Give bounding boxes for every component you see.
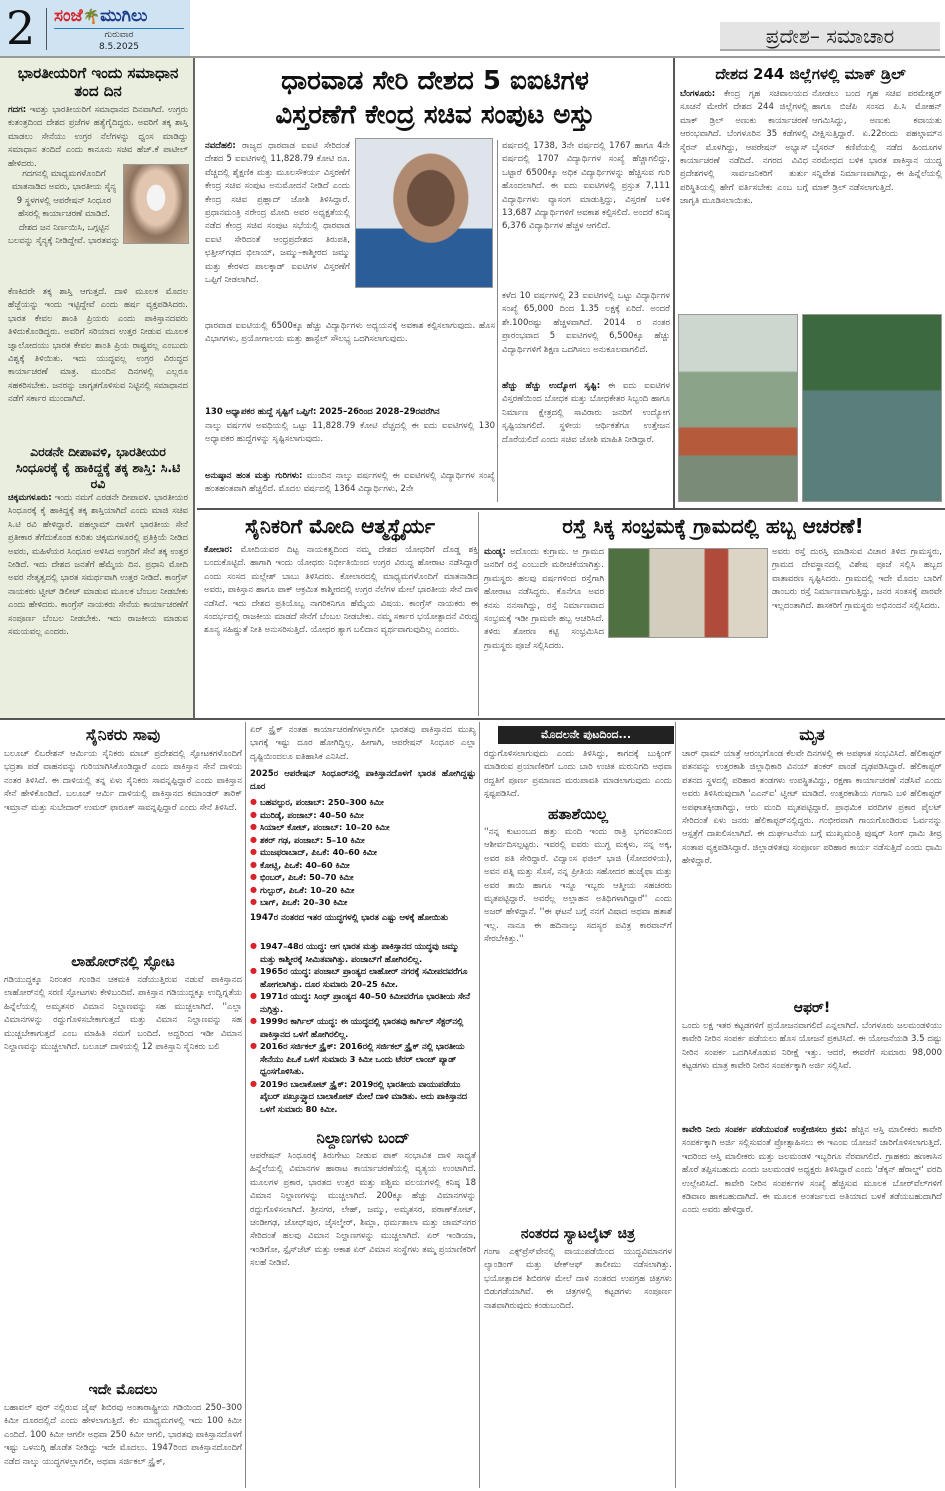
list-item: ● ಸಿಯಾಲ್ ಕೋಟ್, ಪಂಜಾಬ್: 10–20 ಕಿಮೀ xyxy=(250,821,476,834)
dateline: ಚಿಕ್ಕಮಗಳೂರು: xyxy=(8,493,52,503)
minister-photo xyxy=(123,164,189,244)
story-text: ಗಡಿಯುದ್ದಕ್ಕೂ ನಿರಂತರ ಗುಂಡಿನ ಚಕಮಕಿ ನಡೆಯುತ್ತಿರುವ ನಡುವೆ ಪಾಕಿಸ್ತಾನದ ಲಾಹೋರ್‌ನಲ್ಲಿ ಸರಣಿ ಸ್ಫೋಟಗಳು ಕೇಳಿಬಂದಿವೆ. ಪಾಕಿಸ್ತಾನ ಗಡಿಯುದ್ದಕ್ಕೂ ಉದ್ವಿಗ್ನತೆಯ ಹಿನ್ನೆಲೆಯಲ್ಲಿ ಅಮೃತಸರ ವಿಮಾನ ನಿಲ್ದಾಣವನ್ನು ಸಹ ಮುಚ್ಚಲಾಗಿದೆ. ''ಎಲ್ಲಾ ವಿಮಾನಗಳನ್ನು ರದ್ದುಗೊಳಿಸಬೇಕಾಗುತ್ತದೆ ಮತ್ತು ವಿಮಾನ ನಿಲ್ದಾಣವನ್ನು ಸಹ ಮುಚ್ಚಬೇಕಾಗುತ್ತದೆ ಎಂಬ ಮಾಹಿತಿ ನಮಗೆ ಬಂದಿದೆ. ಅದ್ದರಿಂದ ಇಡೀ ವಿಮಾನ ನಿಲ್ದಾಣವನ್ನು ಮುಚ್ಚಲಾಗಿದೆ. ಬಲೂಚ್ ದಾಳಿಯಲ್ಲಿ 12 ಪಾಕಿಸ್ತಾನಿ ಸೈನಿಕರು ಬಲಿ xyxy=(4,975,242,1053)
story-text: ಅವರು ರಸ್ತೆ ದುರಸ್ತಿ ಮಾಡಿಸುವ ವಿಚಾರ ತಿಳಿದ ಗ್ರಾಮಸ್ಥರು, ಗ್ರಾಮದ ದೇವಸ್ಥಾನದಲ್ಲಿ ವಿಶೇಷ ಪೂಜೆ ಸಲ್ಲಿಸಿ ಹಬ್ಬದ ವಾತಾವರಣ ಸೃಷ್ಟಿಸಿದರು. ಗ್ರಾಮದಲ್ಲಿ ಇದೇ ಮೊದಲ ಬಾರಿಗೆ ಡಾಂಬರು ರಸ್ತೆ ನಿರ್ಮಾಣವಾಗುತ್ತಿದ್ದು, ಜನರ ಸಂತಸಕ್ಕೆ ಪಾರವೇ ಇಲ್ಲದಂತಾಗಿದೆ. ಶಾಸಕರಿಗೆ ಗ್ರಾಮಸ್ಥರು ಅಭಿನಂದನೆ ಸಲ್ಲಿಸಿದರು. xyxy=(772,547,942,611)
dateline: ಮಂಡ್ಯ: xyxy=(484,547,506,557)
story-headline: ಎರಡನೇ ದೀಪಾವಳಿ, ಭಾರತೀಯರ ಸಿಂಧೂರಕ್ಕೆ ಕೈ ಹಾಕಿದ್ದಕ್ಕೆ ತಕ್ಕ ಶಾಸ್ತಿ: ಸಿ.ಟಿ ರವಿ xyxy=(15,444,181,491)
story-text: ರದ್ದುಗೊಳಿಸಲಾಗುವುದು ಎಂದು ತಿಳಿಸಿದ್ದು, ಕಾಗದಕ್ಕೆ ಬುಕ್ಕಿಂಗ್ ಮಾಡಿರುವ ಪ್ರಯಾಣಿಕರಿಗೆ ಒಂದು ಬಾರಿ ಉಚಿತ ಮರುನಿಗದಿ ಅಥವಾ ರದ್ದತಿಗೆ ಪೂರ್ಣ ಪ್ರಮಾಣದ ಮರುಪಾವತಿ ಮಾಡಲಾಗುವುದು ಎಂದು ಸ್ಪಷ್ಟಪಡಿಸಿದೆ. xyxy=(484,749,672,800)
dateline: ಬೆಂಗಳೂರು: xyxy=(680,89,716,99)
story-text: ''ನನ್ನ ಕುಟುಂಬದ ಹತ್ತು ಮಂದಿ ಇಂದು ರಾತ್ರಿ ಭಗವಂತನಿಂದ ಆಶೀರ್ವದಿಸಲ್ಪಟ್ಟರು. ಇವರಲ್ಲಿ ಐವರು ಮುಗ್ಧ ಮಕ್ಕಳು, ನನ್ನ ಅಕ್ಕ, ಅವರ ಪತಿ ಸೇರಿದ್ದಾರೆ. ವಿದ್ವಾಂಸ ಫಜಿಲ್ ಭಾಜಿ (ಸೋದರಳಿಯ), ಅವನ ಪತ್ನಿ ಮತ್ತು ಸೊಸೆ, ನನ್ನ ಪ್ರೀತಿಯ ಸಹೋದರ ಹುಜೈಫಾ ಮತ್ತು ಅವರ ತಾಯಿ ಹಾಗೂ ಇನ್ನೂ ಇಬ್ಬರು ಆತ್ಮೀಯ ಸಹಚರರು ಮೃತಪಟ್ಟಿದ್ದಾರೆ. ಅವರೆಲ್ಲ ಅಲ್ಲಾಹನ ಅತಿಥಿಗಳಾಗಿದ್ದಾರೆ'' ಎಂದು ಅಜರ್ ಹೇಳಿದ್ದಾನೆ. ''ಈ ಘಟನೆ ಬಗ್ಗೆ ನನಗೆ ವಿಷಾದ ಅಥವಾ ಹತಾಶೆ ಇಲ್ಲ. ನಾನೂ ಈ ಹದಿನಾಲ್ಕು ಸದಸ್ಯರ ಪವಿತ್ರ ಕಾರವಾನ್‌ಗೆ ಸೇರಬೇಕಿತ್ತು.'' xyxy=(484,827,672,945)
story-text: ನೋಡಲು ಬಂದ ಗೃಹ ಸಚಿವ ಪರಮೇಶ್ವರ್ ಹಾಗೂ ಬಿಜೆಪಿ ಸಂಸದ ಪಿ.ಸಿ ಮೋಹನ್ ಆಗಮಿಸಿದ್ದು, ಅಣುಕು ಕವಾಯತು ವೀಕ್ಷಿಸುತ್ತಿದ್ದಾರೆ. ಏ.22ರಂದು ಪಹಲ್ಗಾಮ್‌ನ ಬೈಸರನ್ ಕಣಿವೆಯಲ್ಲಿ ನಡೆದ ಹಿಂದೂಗಳ ನರಮೇಧದ ಬಳಿಕ ಭಾರತ ಪಾಕಿಸ್ತಾನ ಯುದ್ಧ ಸನ್ನಿವೇಶ ನಿರ್ಮಾಣವಾಗಿದ್ದು, ಈ ಹಿನ್ನೆಲೆಯಲ್ಲಿ ಮಾಕ್ ಡ್ರಿಲ್ ನಡೆಸಲಾಗುತ್ತಿದೆ. xyxy=(812,89,942,193)
page-number: 2 xyxy=(6,1,36,55)
subheading: ಅನುಷ್ಠಾನ ಹಂತ ಮತ್ತು ಗುರಿಗಳು: xyxy=(205,471,303,481)
story-text: ನಾಲ್ಕು ವರ್ಷಗಳ ಅವಧಿಯಲ್ಲಿ ಒಟ್ಟು 11,828.79 ಕೋಟಿ ವೆಚ್ಚದಲ್ಲಿ ಈ ಐದು ಐಐಟಿಗಳಲ್ಲಿ 130 ಅಧ್ಯಾಪಕರ ಹುದ್ದೆಗಳನ್ನು ಸೃಷ್ಟಿಸಲಾಗುವುದು. xyxy=(205,421,495,445)
story-body: ಕೇಂದ್ರ ಗೃಹ ಸಚಿವಾಲಯದ ಸೂಚನೆ ಮೇರೆಗೆ ದೇಶದ 244 ಜಿಲ್ಲೆಗಳಲ್ಲಿ ಮಾಕ್ ಡ್ರಿಲ್ ಅಣುಕು ಕಾರ್ಯಾಚರಣೆ ಆರಂಭವಾಗಿದೆ. ಬೆಂಗಳೂರಿನ 35 ಕಡೆಗಳಲ್ಲಿ ಸೈರನ್ ಮೊಳಗಿದ್ದು, ಆಪರೇಷನ್ ಅಭ್ಯಾಸ್ ಕಾರ್ಯಾಚರಣೆ ನಡೆದಿದೆ. ನಗರದ ವಿವಿಧ ಪ್ರದೇಶಗಳಲ್ಲಿ ಸಾರ್ವಜನಿಕರಿಗೆ ತುರ್ತು ಪರಿಸ್ಥಿತಿಯಲ್ಲಿ ಹೇಗೆ ವರ್ತಿಸಬೇಕು ಎಂಬ ಬಗ್ಗೆ ಜಾಗೃತಿ ಮೂಡಿಸಲಾಯಿತು. xyxy=(680,89,808,207)
story-headline: ನಿಲ್ದಾಣಗಳು ಬಂದ್ xyxy=(316,1129,410,1147)
brand-logo xyxy=(54,6,147,27)
column-divider xyxy=(497,140,498,502)
section-rule xyxy=(0,718,945,720)
brand-name-part1: ಸಂಜೆ xyxy=(54,6,83,26)
lead-headline xyxy=(200,64,670,132)
story-headline: ಮೃತ xyxy=(799,725,825,744)
column-divider xyxy=(245,722,246,1488)
list-item: ● ಮುಜಫರಾಬಾದ್, ಪಿಒಕೆ: 40–60 ಕಿಮೀ xyxy=(250,846,476,859)
section-title: ಪ್ರದೇಶ– ಸಮಾಚಾರ xyxy=(720,22,940,51)
story-text: ಏರ್ ಸ್ಟ್ರೈಕ್ ನಂತಹ ಕಾರ್ಯಾಚರಣೆಗಳಲ್ಲಾಗಲೀ ಭಾರತವು ಪಾಕಿಸ್ತಾನದ ಮುಖ್ಯ ಭಾಗಕ್ಕೆ ಇಷ್ಟು ದೂರ ಹೋಗಿದ್ದಿಲ್ಲ. ಹೀಗಾಗಿ, ಆಪರೇಷನ್ ಸಿಂಧೂರ ಎಲ್ಲಾ ದೃಷ್ಟಿಯಿಂದಲೂ ಐತಿಹಾಸಿಕ ಎನಿಸಿದೆ. xyxy=(250,725,476,762)
dateline: ಗದಗ: xyxy=(8,105,27,115)
minister-photo xyxy=(355,138,493,288)
subheading: 130 ಅಧ್ಯಾಪಕರ ಹುದ್ದೆ ಸೃಷ್ಟಿಗೆ ಒಪ್ಪಿಗೆ: 2025–26ರಿಂದ 2028–29ರವರೆಗಿನ xyxy=(205,407,440,417)
section-rule xyxy=(197,508,945,510)
story-text: ಇವತ್ತು ಭಾರತೀಯರಿಗೆ ಸಮಾಧಾನದ ದಿನವಾಗಿದೆ. ಉಗ್ರರು ಕುತಂತ್ರದಿಂದ ದೇಶದ ಪ್ರಜೆಗಳ ಹತ್ಯೆಗೈದಿದ್ದರು. ಅವರಿಗೆ ತಕ್ಕ ಶಾಸ್ತಿ ಮಾಡಲು ಸೇನೆಯು ಉಗ್ರರ ನೆಲೆಗಳನ್ನು ಧ್ವಂಸ ಮಾಡಿದ್ದು ಸಮಾಧಾನ ತಂದಿದೆ ಎಂದು ಕಾನೂನು ಸಚಿವ ಹೆಚ್.ಕೆ ಪಾಟೀಲ್ ಹೇಳಿದರು. xyxy=(8,105,188,169)
list-item: ● 1965ರ ಯುದ್ಧ: ಪಂಜಾಬ್ ಪ್ರಾಂತ್ಯದ ಲಾಹೋರ್ ನಗರಕ್ಕೆ ಸಮೀಪದವರೆಗೂ ಹೋಗಲಾಗಿತ್ತು. ದೂರ ಸುಮಾರು 20–25 ಕಿಮೀ. xyxy=(250,965,476,990)
story-text: ಚಾರ್ ಧಾಮ್ ಯಾತ್ರೆ ಆರಂಭಗೊಂಡ ಕೆಲವೇ ದಿನಗಳಲ್ಲಿ ಈ ಅಪಘಾತ ಸಂಭವಿಸಿದೆ. ಹೆಲಿಕಾಪ್ಟರ್ ಪತನವನ್ನು ಉತ್ತರಕಾಶಿ ಜಿಲ್ಲಾಧಿಕಾರಿ ವಿನಯ್ ಶಂಕರ್ ಪಾಂಡೆ ದೃಢಪಡಿಸಿದ್ದಾರೆ. ಹೆಲಿಕಾಪ್ಟರ್ ಪತನದ ಸ್ಥಳದಲ್ಲಿ ಪರಿಹಾರ ತಂಡಗಳು ಉಪಸ್ಥಿತವಿದ್ದು, ರಕ್ಷಣಾ ಕಾರ್ಯಾಚರಣೆ ನಡೆಸಿವೆ ಎಂದು ಅವರು ತಿಳಿಸಿರುವುದಾಗಿ 'ಎಎನ್ಐ' ಟ್ವೀಟ್ ಮಾಡಿದೆ. ಉತ್ತರಕಾಶಿಯ ಗಂಗಾನಿ ಬಳಿ ಹೆಲಿಕಾಪ್ಟರ್ ಅಪಘಾತಕ್ಕೀಡಾಗಿದ್ದು, ಆರು ಮಂದಿ ಮೃತಪಟ್ಟಿದ್ದಾರೆ. ಪ್ರಾಥಮಿಕ ವರದಿಗಳ ಪ್ರಕಾರ ಪೈಲಟ್ ಸೇರಿದಂತೆ ಏಳು ಜನರು ಹೆಲಿಕಾಪ್ಟರ್‌ನಲ್ಲಿದ್ದರು. ಗಂಭೀರವಾಗಿ ಗಾಯಗೊಂಡಿರುವ ಓರ್ವನನ್ನು ಆಸ್ಪತ್ರೆಗೆ ದಾಖಲಿಸಲಾಗಿದೆ. ಈ ದುರ್ಘಟನೆಯ ಬಗ್ಗೆ ಮುಖ್ಯಮಂತ್ರಿ ಪುಷ್ಕರ್ ಸಿಂಗ್ ಧಾಮಿ ತೀವ್ರ ಸಂತಾಪ ವ್ಯಕ್ತಪಡಿಸಿದ್ದಾರೆ. ಜಿಲ್ಲಾಡಳಿತವು ಸಂಪೂರ್ಣ ಪರಿಹಾರ ಕಾರ್ಯ ನಡೆಸುತ್ತಿದೆ ಎಂದು ಧಾಮಿ ಹೇಳಿದ್ದಾರೆ. xyxy=(682,749,942,867)
palm-tree-icon: 🌴 xyxy=(82,9,101,25)
story-body: ಈ ಐದು ಐಐಟಿಗಳ ವಿಸ್ತರಣೆಯಿಂದ ಬೋಧಕ ಮತ್ತು ಬೋಧಕೇತರ ಸಿಬ್ಬಂದಿ ಹಾಗೂ ನಿರ್ಮಾಣ ಕ್ಷೇತ್ರದಲ್ಲಿ ಸಾವಿರಾರು ಜನರಿಗೆ ಉದ್ಯೋಗ ಸೃಷ್ಟಿಯಾಗಲಿದೆ. ಸ್ಥಳೀಯ ಆರ್ಥಿಕತೆಗೂ ಉತ್ತೇಜನ ದೊರೆಯಲಿದೆ ಎಂದು ಸಚಿವ ಜೋಶಿ ಮಾಹಿತಿ ನೀಡಿದ್ದಾರೆ. xyxy=(502,381,670,445)
list-item: ● ಮುರಿಡ್ಕೆ, ಪಂಜಾಬ್: 40–50 ಕಿಮೀ xyxy=(250,809,476,822)
list-item: ● ಬಾಗ್, ಪಿಒಕೆ: 20–30 ಕಿಮೀ xyxy=(250,896,476,909)
story-headline: ಹತಾಶೆಯಿಲ್ಲ xyxy=(547,805,609,823)
story-text xyxy=(484,546,604,714)
story-headline: ಭಾರತೀಯರಿಗೆ ಇಂದು ಸಮಾಧಾನ ತಂದ ದಿನ xyxy=(17,64,179,100)
story-headline: ಸೈನಿಕರು ಸಾವು xyxy=(85,725,161,744)
story-text xyxy=(204,544,478,714)
list-item: ● ಬಹವಲ್ಪುರ, ಪಂಜಾಬ್: 250–300 ಕಿಮೀ xyxy=(250,796,476,809)
dateline: ಕೋಲಾರ: xyxy=(204,545,233,555)
story-headline: ಇದೇ ಮೊದಲು xyxy=(88,1382,158,1398)
story-text: ಧಾರವಾಡ ಐಐಟಿಯಲ್ಲಿ 6500ಕ್ಕೂ ಹೆಚ್ಚು ವಿದ್ಯಾರ್ಥಿಗಳು ಅಧ್ಯಯನಕ್ಕೆ ಅವಕಾಶ ಕಲ್ಪಿಸಲಾಗುವುದು. ಹೊಸ ವಿಭಾಗಗಳು, ಪ್ರಯೋಗಾಲಯ ಮತ್ತು ಹಾಸ್ಟೆಲ್ ಸೌಲಭ್ಯ ಒದಗಿಸಲಾಗುವುದು. xyxy=(205,321,495,345)
story-body: ಮೋದಿಯವರ ದಿಟ್ಟ ನಾಯಕತ್ವದಿಂದ ನಮ್ಮ ದೇಶದ ಯೋಧರಿಗೆ ದೊಡ್ಡ ಶಕ್ತಿ ಬಂದುಕೊಟ್ಟಿದೆ. ಹಾಗಾಗಿ ಇಂದು ಯೋಧರು ನಿರ್ಭೀತಿಯಿಂದ ಉಗ್ರರ ವಿರುದ್ಧ ಹೋರಾಟ ನಡೆಸಿದ್ದಾರೆ ಎಂದು ಸಂಸದ ಮಲ್ಲೇಶ್ ಬಾಬು ತಿಳಿಸಿದರು. ಕೋಲಾರದಲ್ಲಿ ಮಾಧ್ಯಮಗಳೊಂದಿಗೆ ಮಾತನಾಡಿದ ಅವರು, ಪಾಕಿಸ್ತಾನ ಹಾಗೂ ಪಾಕ್ ಆಕ್ರಮಿತ ಕಾಶ್ಮೀರದಲ್ಲಿ ಉಗ್ರರ ನೆಲೆಗಳ ಮೇಲೆ ಭಾರತೀಯ ಸೇನೆ ದಾಳಿ ನಡೆಸಿದೆ. ಇದು ದೇಶದ ಪ್ರತಿಯೊಬ್ಬ ನಾಗರಿಕನಿಗೂ ಹೆಮ್ಮೆಯ ವಿಷಯ. ಕಾಂಗ್ರೆಸ್ ನಾಯಕರು ಈ ಸಂದರ್ಭದಲ್ಲಿ ರಾಜಕೀಯ ಮಾಡದೆ ಸೇನೆಗೆ ಬೆಂಬಲ ನೀಡಬೇಕು. ನಮ್ಮ ಸರ್ಕಾರ ಭಯೋತ್ಪಾದನೆ ವಿರುದ್ಧ ಶೂನ್ಯ ಸಹಿಷ್ಣುತೆ ನೀತಿ ಅನುಸರಿಸುತ್ತಿದೆ. ಯೋಧರ ತ್ಯಾಗ ಬಲಿದಾನ ವ್ಯರ್ಥವಾಗುವುದಿಲ್ಲ ಎಂದರು. xyxy=(204,545,478,636)
list-item: ● 1999ರ ಕಾರ್ಗಿಲ್ ಯುದ್ಧ: ಈ ಯುದ್ಧದಲ್ಲಿ ಭಾರತವು ಕಾರ್ಗಿಲ್ ಸೆಕ್ಟರ್‌ನಲ್ಲಿ ಪಾಕಿಸ್ತಾನದ ಒಳಗೆ ಹೋಗಿರಲಿಲ್ಲ. xyxy=(250,1015,476,1040)
headline-line: ವಿಸ್ತರಣೆಗೆ ಕೇಂದ್ರ ಸಚಿವ ಸಂಪುಟ ಅಸ್ತು xyxy=(275,100,595,130)
story-text: ಕೆಣಕಿದರೇ ತಕ್ಕ ಶಾಸ್ತಿ ಆಗುತ್ತದೆ. ದಾಳಿ ಮೂಲಕ ಮೊದಲ ಹೆಜ್ಜೆಯನ್ನು ಇಂದು ಇಟ್ಟಿದ್ದೇವೆ ಎಂದು ಹರ್ಷ ವ್ಯಕ್ತಪಡಿಸಿದರು. ಭಾರತ ಕೇವಲ ಶಾಂತಿ ಪ್ರಿಯರು ಎಂದು ಪಾಕಿಸ್ತಾನದವರು ತಿಳಿದುಕೊಂಡಿದ್ದರು. ಅವರಿಗೆ ಸರಿಯಾದ ಉತ್ತರ ನೀಡುವ ಮೂಲಕ ಜ್ವಾಲೋದಯು ಭಾರತ ಕೇವಲ ಶಾಂತಿ ಪ್ರಿಯ ರಾಷ್ಟ್ರವಲ್ಲ ಎಂಬುದು ವಿಶ್ವಕ್ಕೆ ತಿಳಿಯಿತು. ಇದು ಯುದ್ಧವಲ್ಲ ಉಗ್ರರ ವಿರುದ್ಧದ ಕಾರ್ಯಾಚರಣೆ ಮಾತ್ರ. ಮುಂದಿನ ದಿನಗಳಲ್ಲಿ ಎಲ್ಲರೂ ಸಹಕರಿಸಬೇಕು. ಜನರನ್ನು ಜಾಗೃತಗೊಳಿಸುವ ನಿಟ್ಟಿನಲ್ಲಿ ಸಮಾಧಾನದ ನಡೆಗೆ ಸರ್ಕಾರ ಮುಂದಾಗಿದೆ. xyxy=(8,287,188,405)
story-text xyxy=(682,1124,942,1488)
column-divider xyxy=(478,512,479,716)
column-divider xyxy=(479,722,480,1488)
list-item: ● 1971ರ ಯುದ್ಧ: ಸಿಂಧ್ ಪ್ರಾಂತ್ಯದ 40–50 ಕಿಮೀವರೆಗೂ ಭಾರತೀಯ ಸೇನೆ ನುಗ್ಗಿತ್ತು. xyxy=(250,990,476,1015)
story-text xyxy=(502,380,670,502)
story-text: ಗಂಗಾ ಎಕ್ಸ್‌ಪ್ರೆಸ್‌ವೇನಲ್ಲಿ ವಾಯುಪಡೆಯಿಂದ ಯುದ್ಧವಿಮಾನಗಳ ಲ್ಯಾಂಡಿಂಗ್ ಮತ್ತು ಟೇಕ್‌ಆಫ್ ತಾಲೀಮು ನಡೆಸಲಾಗಿತ್ತು. ಭಯೋತ್ಪಾದಕ ಶಿಬಿರಗಳ ಮೇಲೆ ದಾಳಿ ನಂತರದ ಉಪಗ್ರಹ ಚಿತ್ರಗಳು ಬಿಡುಗಡೆಯಾಗಿವೆ. ಈ ಚಿತ್ರಗಳಲ್ಲಿ ಕಟ್ಟಡಗಳು ಸಂಪೂರ್ಣ ನಾಶವಾಗಿರುವುದು ಕಂಡುಬಂದಿದೆ. xyxy=(484,1247,672,1311)
dateline: ನವದೆಹಲಿ: xyxy=(205,141,236,151)
story-text: ಆಪರೇಷನ್ ಸಿಂಧೂರಕ್ಕೆ ತಿರುಗೇಟು ನೀಡುವ ಪಾಕ್ ಸಂಭಾವಿತ ದಾಳಿ ಸಾಧ್ಯತೆ ಹಿನ್ನೆಲೆಯಲ್ಲಿ ವಿಮಾನಗಳ ಹಾರಾಟ ಕಾರ್ಯಾಚರಣೆಯಲ್ಲಿ ವ್ಯತ್ಯಯ ಉಂಟಾಗಿದೆ. ಮೂಲಗಳ ಪ್ರಕಾರ, ಭಾರತದ ಉತ್ತರ ಮತ್ತು ಪಶ್ಚಿಮ ವಲಯಗಳಲ್ಲಿ ಕನಿಷ್ಠ 18 ವಿಮಾನ ನಿಲ್ದಾಣಗಳನ್ನು ಮುಚ್ಚಲಾಗಿದೆ. 200ಕ್ಕೂ ಹೆಚ್ಚು ವಿಮಾನಗಳನ್ನು ರದ್ದುಗೊಳಿಸಲಾಗಿದೆ. ಶ್ರೀನಗರ, ಲೇಹ್, ಜಮ್ಮು, ಅಮೃತಸರ, ಪಠಾಣ್‌ಕೋಟ್, ಚಂಡೀಗಢ, ಜೋಧ್‌ಪುರ, ಜೈಸಲ್ಮೇರ್, ಶಿಮ್ಲಾ, ಧರ್ಮಶಾಲಾ ಮತ್ತು ಜಾಮ್‌ನಗರ ಸೇರಿದಂತೆ ಹಲವು ವಿಮಾನ ನಿಲ್ದಾಣಗಳನ್ನು ಮುಚ್ಚಲಾಗಿದೆ. ಏರ್ ಇಂಡಿಯಾ, ಇಂಡಿಗೋ, ಸ್ಪೈಸ್‌ಜೆಟ್ ಮತ್ತು ಆಕಾಶ ಏರ್ ವಿಮಾನ ಸಂಸ್ಥೆಗಳು ತಮ್ಮ ಪ್ರಯಾಣಿಕರಿಗೆ ಸಲಹೆ ನೀಡಿವೆ. xyxy=(250,1151,476,1269)
continued-banner: ಮೊದಲನೇ ಪುಟದಿಂದ... xyxy=(498,726,674,744)
headline-line: ಧಾರವಾಡ ಸೇರಿ ದೇಶದ 5 ಐಐಟಿಗಳ xyxy=(281,66,589,96)
story-body: ಮುಂದಿನ ನಾಲ್ಕು ವರ್ಷಗಳಲ್ಲಿ ಈ ಐಐಟಿಗಳಲ್ಲಿ ವಿದ್ಯಾರ್ಥಿಗಳ ಸಂಖ್ಯೆ ಹಂತಹಂತವಾಗಿ ಹೆಚ್ಚಲಿದೆ. ಮೊದಲ ವರ್ಷದಲ್ಲಿ 1364 ವಿದ್ಯಾರ್ಥಿಗಳು, 2ನೇ xyxy=(205,471,495,495)
masthead-rule xyxy=(54,28,184,29)
list-item: ● 1947–48ರ ಯುದ್ಧ: ಆಗ ಭಾರತ ಮತ್ತು ಪಾಕಿಸ್ತಾನದ ಯುದ್ಧವು ಜಮ್ಮು ಮತ್ತು ಕಾಶ್ಮೀರಕ್ಕೆ ಸೀಮಿತವಾಗಿತ್ತು. ಪಂಜಾಬ್‌ಗೆ ಹೋಗಿರಲಿಲ್ಲ. xyxy=(250,940,476,965)
story-headline: ನಂತರದ ಸ್ಯಾಟಲೈಟ್ ಚಿತ್ರ xyxy=(520,1226,636,1242)
story-text: ವರ್ಷದಲ್ಲಿ 1738, 3ನೇ ವರ್ಷದಲ್ಲಿ 1767 ಹಾಗೂ 4ನೇ ವರ್ಷದಲ್ಲಿ 1707 ವಿದ್ಯಾರ್ಥಿಗಳ ಸಂಖ್ಯೆ ಹೆಚ್ಚಾಗಲಿದ್ದು, ಒಟ್ಟಾರೆ 6500ಕ್ಕೂ ಅಧಿಕ ವಿದ್ಯಾರ್ಥಿಗಳನ್ನು ಹೆಚ್ಚಿಸುವ ಗುರಿ ಹೊಂದಲಾಗಿದೆ. ಈ ಐದು ಐಐಟಿಗಳಲ್ಲಿ ಪ್ರಸ್ತುತ 7,111 ವಿದ್ಯಾರ್ಥಿಗಳು ವ್ಯಾಸಂಗ ಮಾಡುತ್ತಿದ್ದು, ವಿಸ್ತರಣೆ ಬಳಿಕ 13,687 ವಿದ್ಯಾರ್ಥಿಗಳಿಗೆ ಅವಕಾಶ ಕಲ್ಪಿಸಲಿದೆ. ಅಂದರೆ ಕನಿಷ್ಠ 6,376 ವಿದ್ಯಾರ್ಥಿಗಳ ಹೆಚ್ಚಳ ಆಗಲಿದೆ. xyxy=(502,141,670,232)
strike-distance-list xyxy=(250,796,476,909)
column-divider xyxy=(675,722,676,1488)
story-body: ಇಂದು ನಮಗೆ ಎರಡನೇ ದೀಪಾವಳಿ. ಭಾರತೀಯರ ಸಿಂಧೂರಕ್ಕೆ ಕೈ ಹಾಕಿದ್ದಕ್ಕೆ ತಕ್ಕ ಶಾಸ್ತಿಯಾಗಿದೆ ಎಂದು ಮಾಜಿ ಸಚಿವ ಸಿ.ಟಿ ರವಿ ಹೇಳಿದ್ದಾರೆ. ಪಹಲ್ಗಾಮ್ ದಾಳಿಗೆ ಭಾರತೀಯ ಸೇನೆ ಪ್ರತೀಕಾರ ತೆಗೆದುಕೊಂಡ ಕುರಿತು ಚಿಕ್ಕಮಗಳೂರಲ್ಲಿ ಪ್ರತಿಕ್ರಿಯೆ ನೀಡಿದ ಅವರು, ಮಹಿಳೆಯರ ಸಿಂಧೂರ ಅಳಿಸಿದ ಉಗ್ರರಿಗೆ ಸೇನೆ ತಕ್ಕ ಉತ್ತರ ನೀಡಿದೆ. ಇದು ದೇಶದ ಜನತೆಗೆ ಹೆಮ್ಮೆಯ ದಿನ. ಪ್ರಧಾನಿ ಮೋದಿ ಅವರ ನೇತೃತ್ವದಲ್ಲಿ ಭಾರತ ಸಮರ್ಥವಾಗಿ ಉತ್ತರ ನೀಡಿದೆ. ಕಾಂಗ್ರೆಸ್ ನಾಯಕರು ಟ್ವೀಟ್ ಡಿಲೀಟ್ ಮಾಡುವ ಮೂಲಕ ಬೆಂಬಲ ನೀಡಬೇಕು ಎಂದು ಹೇಳಿದರು. ಕಾಂಗ್ರೆಸ್ ನಾಯಕರು ಸೇನೆಯ ಕಾರ್ಯಾಚರಣೆಗೆ ಸಂಪೂರ್ಣ ಬೆಂಬಲ ನೀಡಬೇಕು. ಇದು ರಾಜಕೀಯ ಮಾಡುವ ಸಮಯವಲ್ಲ ಎಂದರು. xyxy=(8,493,188,638)
list-item: ● ಭಿಂಬರ್, ಪಿಒಕೆ: 50–70 ಕಿಮೀ xyxy=(250,871,476,884)
issue-date: 8.5.2025 xyxy=(98,42,140,52)
list-item: ● 2016ರ ಸರ್ಜಿಕಲ್ ಸ್ಟ್ರೈಕ್: 2016ರಲ್ಲಿ ಸರ್ಜಿಕಲ್ ಸ್ಟ್ರೈಕ್ ನಲ್ಲಿ ಭಾರತೀಯ ಸೇನೆಯು ಪಿಒಕೆ ಒಳಗೆ ಸುಮಾರು 3 ಕಿಮೀ ಒಂದು ಟೆರರ್ ಲಾಂಚ್ ಪ್ಯಾಡ್ ಧ್ವಂಸಗೊಳಿಸಿತು. xyxy=(250,1040,476,1078)
story-body: ರಾಜ್ಯದ ಧಾರವಾಡ ಐಐಟಿ ಸೇರಿದಂತೆ ದೇಶದ 5 ಐಐಟಿಗಳಲ್ಲಿ 11,828.79 ಕೋಟಿ ರೂ. ವೆಚ್ಚದಲ್ಲಿ ಶೈಕ್ಷಣಿಕ ಮತ್ತು ಮೂಲಸೌಕರ್ಯ ವಿಸ್ತರಣೆಗೆ ಕೇಂದ್ರ ಸಚಿವ ಸಂಪುಟ ಅನುಮೋದನೆ ನೀಡಿದೆ ಎಂದು ಕೇಂದ್ರ ಸಚಿವ ಪ್ರಹ್ಲಾದ್ ಜೋಶಿ ತಿಳಿಸಿದ್ದಾರೆ. ಪ್ರಧಾನಮಂತ್ರಿ ನರೇಂದ್ರ ಮೋದಿ ಅವರ ಅಧ್ಯಕ್ಷತೆಯಲ್ಲಿ ನಡೆದ ಕೇಂದ್ರ ಸಚಿವ ಸಂಪುಟ ಸಭೆಯಲ್ಲಿ ಧಾರವಾಡ ಐಐಟಿ ಸೇರಿದಂತೆ ಆಂಧ್ರಪ್ರದೇಶದ ತಿರುಪತಿ, ಛತ್ತೀಸ್‌ಗಢದ ಭಿಲಾಯ್, ಜಮ್ಮು–ಕಾಶ್ಮೀರದ ಜಮ್ಮು ಮತ್ತು ಕೇರಳದ ಪಾಲಕ್ಕಾಡ್ ಐಐಟಿಗಳ ವಿಸ್ತರಣೆಗೆ ಒಪ್ಪಿಗೆ ನೀಡಲಾಗಿದೆ. xyxy=(205,141,350,286)
list-title: 1947ರ ನಂತರದ ಇತರ ಯುದ್ಧಗಳಲ್ಲಿ ಭಾರತ ಎಷ್ಟು ಆಳಕ್ಕೆ ಹೋಯಿತು xyxy=(250,913,449,923)
list-item: ● ಗುಲ್ಪುರ್, ಪಿಒಕೆ: 10–20 ಕಿಮೀ xyxy=(250,884,476,897)
story-text: ಬಲೂಚ್ ಲಿಬರೇಶನ್ ಆರ್ಮಿಯ ಸೈನಿಕರು ಮಾಚ್ ಪ್ರದೇಶದಲ್ಲಿ ಸ್ಫೋಟಕಗಳೊಂದಿಗೆ ಭದ್ರತಾ ಪಡೆ ವಾಹನವನ್ನು ಗುರಿಯಾಗಿಸಿಕೊಂಡಿದ್ದಾರೆ ಎಂದು ಪಾಕಿಸ್ತಾನ ಸೇನೆ ದಾಳಿಯ ನಂತರ ತಿಳಿಸಿದೆ. ಈ ದಾಳಿಯಲ್ಲಿ ತನ್ನ ಏಳು ಸೈನಿಕರು ಸಾವನ್ನಪ್ಪಿದ್ದಾರೆ ಎಂದು ಪಾಕಿಸ್ತಾನ ಸೇನೆ ಹೇಳಿಕೊಂಡಿದೆ. ಬಲೂಚ್ ಆರ್ಮಿ ದಾಳಿಯಲ್ಲಿ ಪಾಕಿಸ್ತಾನದ ಕಮಾಂಡರ್ ತಾರಿಕ್ ಇಮ್ರಾನ್ ಮತ್ತು ಸುಬೇದಾರ್ ಉಮರ್ ಫಾರೂಕ್ ಸಾವನ್ನಪ್ಪಿದ್ದಾರೆ ಎಂದು ಸೇನೆ ತಿಳಿಸಿದೆ. xyxy=(4,749,242,813)
story-text xyxy=(8,492,188,714)
list-item: ● 2019ರ ಬಾಲಾಕೋಟ್ ಸ್ಟ್ರೈಕ್: 2019ರಲ್ಲಿ ಭಾರತೀಯ ವಾಯುಪಡೆಯು ಖೈಬರ್ ಪಖ್ತೂನ್ಖ್ವಾದ ಬಾಲಾಕೋಟ್ ಮೇಲೆ ದಾಳಿ ಮಾಡಿತು. ಅದು ಪಾಕಿಸ್ತಾನದ ಒಳಗೆ ಸುಮಾರು 80 ಕಿಮೀ. xyxy=(250,1078,476,1116)
rescue-boat-photo xyxy=(802,314,942,502)
story-text: ಕಳೆದ 10 ವರ್ಷಗಳಲ್ಲಿ 23 ಐಐಟಿಗಳಲ್ಲಿ ಒಟ್ಟು ವಿದ್ಯಾರ್ಥಿಗಳ ಸಂಖ್ಯೆ 65,000 ದಿಂದ 1.35 ಲಕ್ಷಕ್ಕೆ ಏರಿದೆ. ಅಂದರೆ ಶೇ.100ರಷ್ಟು ಹೆಚ್ಚಳವಾಗಿದೆ. 2014 ರ ನಂತರ ಪ್ರಾರಂಭವಾದ 5 ಐಐಟಿಗಳಲ್ಲಿ 6,500ಕ್ಕೂ ಹೆಚ್ಚು ವಿದ್ಯಾರ್ಥಿಗಳಿಗೆ ಶಿಕ್ಷಣ ಒದಗಿಸಲು ಅನುಕೂಲವಾಗಲಿದೆ. xyxy=(502,291,670,355)
story-body: ಅದೊಂದು ಕುಗ್ರಾಮ. ಆ ಗ್ರಾಮದ ಜನರಿಗೆ ರಸ್ತೆ ಎಂಬುದೇ ಮರೀಚಿಕೆಯಾಗಿತ್ತು. ಗ್ರಾಮಸ್ಥರು ಹಲವು ವರ್ಷಗಳಿಂದ ರಸ್ತೆಗಾಗಿ ಹೋರಾಟ ನಡೆಸಿದ್ದರು. ಕೊನೆಗೂ ಅವರ ಕನಸು ನನಸಾಗಿದ್ದು, ರಸ್ತೆ ನಿರ್ಮಾಣವಾದ ಸಂಭ್ರಮಕ್ಕೆ ಇಡೀ ಗ್ರಾಮವೇ ಹಬ್ಬ ಆಚರಿಸಿದೆ. ತಳಿರು ತೋರಣ ಕಟ್ಟಿ ಸಂಭ್ರಮಿಸಿದ ಗ್ರಾಮಸ್ಥರು ಪೂಜೆ ಸಲ್ಲಿಸಿದರು. xyxy=(484,547,604,651)
masthead-divider xyxy=(46,8,47,50)
story-lead xyxy=(8,104,188,171)
story-text: ಒಂದು ಲಕ್ಷ ಇತರ ಕಟ್ಟಡಗಳಿಗೆ ಪ್ರಯೋಜನವಾಗಲಿದೆ ಎನ್ನಲಾಗಿದೆ. ಬೆಂಗಳೂರು ಜಲಮಂಡಳಿಯು ಕಾವೇರಿ ನೀರಿನ ಸಂಪರ್ಕ ಪಡೆಯಲು ಹೊಸ ಯೋಜನೆ ಪ್ರಕಟಿಸಿದೆ. ಈ ಯೋಜನೆಯಡಿ 3.5 ದಷ್ಟು ನೀರಿನ ಸಂಪರ್ಕ ಒದಗಿಸಿಕೊಡುವ ನಿರೀಕ್ಷೆ ಇತ್ತು. ಆದರೆ, ಈವರೆಗೆ ಸುಮಾರು 98,000 ಕಟ್ಟಡಗಳು ಮಾತ್ರ ಕಾವೇರಿ ನೀರಿನ ಸಂಪರ್ಕಕ್ಕಾಗಿ ಅರ್ಜಿ ಸಲ್ಲಿಸಿವೆ. xyxy=(682,1021,942,1072)
war-history-list xyxy=(250,940,476,1126)
subheading: ಕಾವೇರಿ ನೀರು ಸಂಪರ್ಕ ಪಡೆಯುವಂತೆ ಉತ್ತೇಜಿಸಲು ಕ್ರಮ: xyxy=(682,1125,848,1135)
story-text xyxy=(680,88,808,308)
brand-name-part2: ಮುಗಿಲು xyxy=(100,6,148,26)
subheading: ಹೆಚ್ಚು ಹೆಚ್ಚು ಉದ್ಯೋಗ ಸೃಷ್ಟಿ: xyxy=(502,381,601,391)
story-headline: ಆಫರ್! xyxy=(793,1000,831,1016)
list-item: ● ಕೋಟ್ಲಿ, ಪಿಒಕೆ: 40–60 ಕಿಮೀ xyxy=(250,859,476,872)
story-headline: ದೇಶದ 244 ಜಿಲ್ಲೆಗಳಲ್ಲಿ ಮಾಕ್ ಡ್ರಿಲ್ xyxy=(715,65,906,83)
story-text xyxy=(205,140,350,318)
story-headline: ಸೈನಿಕರಿಗೆ ಮೋದಿ ಆತ್ಮಸ್ಥೈರ್ಯ xyxy=(245,514,435,538)
story-text: ಬಹಾವಲ್ ಪುರ್ ನಲ್ಲಿರುವ ಜೈಷ್ ಶಿಬಿರವು ಅಂತಾರಾಷ್ಟ್ರೀಯ ಗಡಿಯಿಂದ 250–300 ಕಿಮೀ ದೂರದಲ್ಲಿದೆ ಎಂದು ಹೇಳಲಾಗುತ್ತಿದೆ. ಕೆಲ ಮಾಧ್ಯಮಗಳಲ್ಲಿ ಇದು 100 ಕಿಮೀ ಎಂದಿದೆ. 100 ಕಿಮೀ ಆಗಲೀ ಅಥವಾ 250 ಕಿಮೀ ಆಗಲಿ, ಭಾರತವು ಪಾಕಿಸ್ತಾನದೊಳಗೆ ಇಷ್ಟು ಒಳನುಗ್ಗಿ ಹೊಡೆತ ನೀಡಿದ್ದು ಇದೇ ಮೊದಲು. 1947ರಿಂದ ಪಾಕಿಸ್ತಾನದೊಂದಿಗೆ ನಡೆದ ನಾಲ್ಕು ಯುದ್ಧಗಳಲ್ಲಾಗಲೀ, ಅಥವಾ ಸರ್ಜಿಕಲ್ ಸ್ಟ್ರೈಕ್, xyxy=(4,1403,242,1467)
story-text-wrap: ಗದಗನಲ್ಲಿ ಮಾಧ್ಯಮಗಳೊಂದಿಗೆ ಮಾತನಾಡಿದ ಅವರು, ಭಾರತೀಯ ಸೈನ್ಯ 9 ಸ್ಥಳಗಳಲ್ಲಿ ಆಪರೇಷನ್ ಸಿಂಧೂರ ಹೆಸರಲ್ಲಿ ಕಾರ್ಯಾಚರಣೆ ಮಾಡಿದೆ. ದೇಶದ ಜನ ನಿರ್ಣಯಿಸಿ, ಒಗ್ಗಟ್ಟಿನ ಬಲವನ್ನು ಸೈನ್ಯಕ್ಕೆ ನೀಡಿದ್ದೇವೆ. ಭಾರತವನ್ನು xyxy=(8,169,120,247)
story-text xyxy=(205,470,495,506)
story-body: ಹೆಚ್ಚಿನ ಆಸ್ತಿ ಮಾಲೀಕರು ಕಾವೇರಿ ಸಂಪರ್ಕಕ್ಕಾಗಿ ಅರ್ಜಿ ಸಲ್ಲಿಸುವಂತೆ ಪ್ರೋತ್ಸಾಹಿಸಲು ಈ ಇಎಂಐ ಯೋಜನೆ ಜಾರಿಗೊಳಿಸಲಾಗುತ್ತಿದೆ. ಇದರಿಂದ ಆಸ್ತಿ ಮಾಲೀಕರು ಮತ್ತು ಜಲಮಂಡಳಿ ಇಬ್ಬರಿಗೂ ನೆರವಾಗಲಿದೆ. ಗ್ರಾಹಕರು ಹಣಕಾಸಿನ ಹೊರೆ ತಪ್ಪಿಸಬಹುದು ಎಂದು ಜಲಮಂಡಳಿ ಅಧ್ಯಕ್ಷರು ತಿಳಿಸಿದ್ದಾರೆ ಎಂದು 'ಡೆಕ್ಕನ್ ಹೆರಾಲ್ಡ್' ವರದಿ ಉಲ್ಲೇಖಿಸಿದೆ. ಕಾವೇರಿ ನೀರಿನ ಸಂಪರ್ಕಗಳ ಸಂಖ್ಯೆ ಹೆಚ್ಚಿಸುವ ಮೂಲಕ ಬೋರ್‌ವೆಲ್‌ಗಳಿಗೆ ಕಡಿವಾಣ ಹಾಕಬಹುದಾಗಿದೆ. ಈ ಮೂಲಕ ಅಂತರ್ಜಲದ ಅತಿಯಾದ ಬಳಕೆ ತಡೆಯಬಹುದಾಗಿದೆ ಎಂದು ಅವರು ಹೇಳಿದ್ದಾರೆ. xyxy=(682,1125,942,1216)
festival-photo xyxy=(608,548,768,638)
list-title: 2025ರ ಆಪರೇಷನ್ ಸಿಂಧೂರ್‌ನಲ್ಲಿ ಪಾಕಿಸ್ತಾನದೊಳಗೆ ಭಾರತ ಹೋಗಿದ್ದಷ್ಟು ದೂರ xyxy=(250,769,476,793)
section-divider xyxy=(673,58,675,508)
mock-drill-photo xyxy=(678,314,798,502)
issue-day: ಗುರುವಾರ xyxy=(104,30,134,40)
story-headline: ರಸ್ತೆ ಸಿಕ್ಕ ಸಂಭ್ರಮಕ್ಕೆ ಗ್ರಾಮದಲ್ಲಿ ಹಬ್ಬ ಆಚರಣೆ! xyxy=(562,514,864,538)
story-headline: ಲಾಹೋರ್‌ನಲ್ಲಿ ಸ್ಫೋಟ xyxy=(71,954,175,970)
list-item: ● ಶಕರ್ ಗಢ, ಪಂಜಾಬ್: 5–10 ಕಿಮೀ xyxy=(250,834,476,847)
